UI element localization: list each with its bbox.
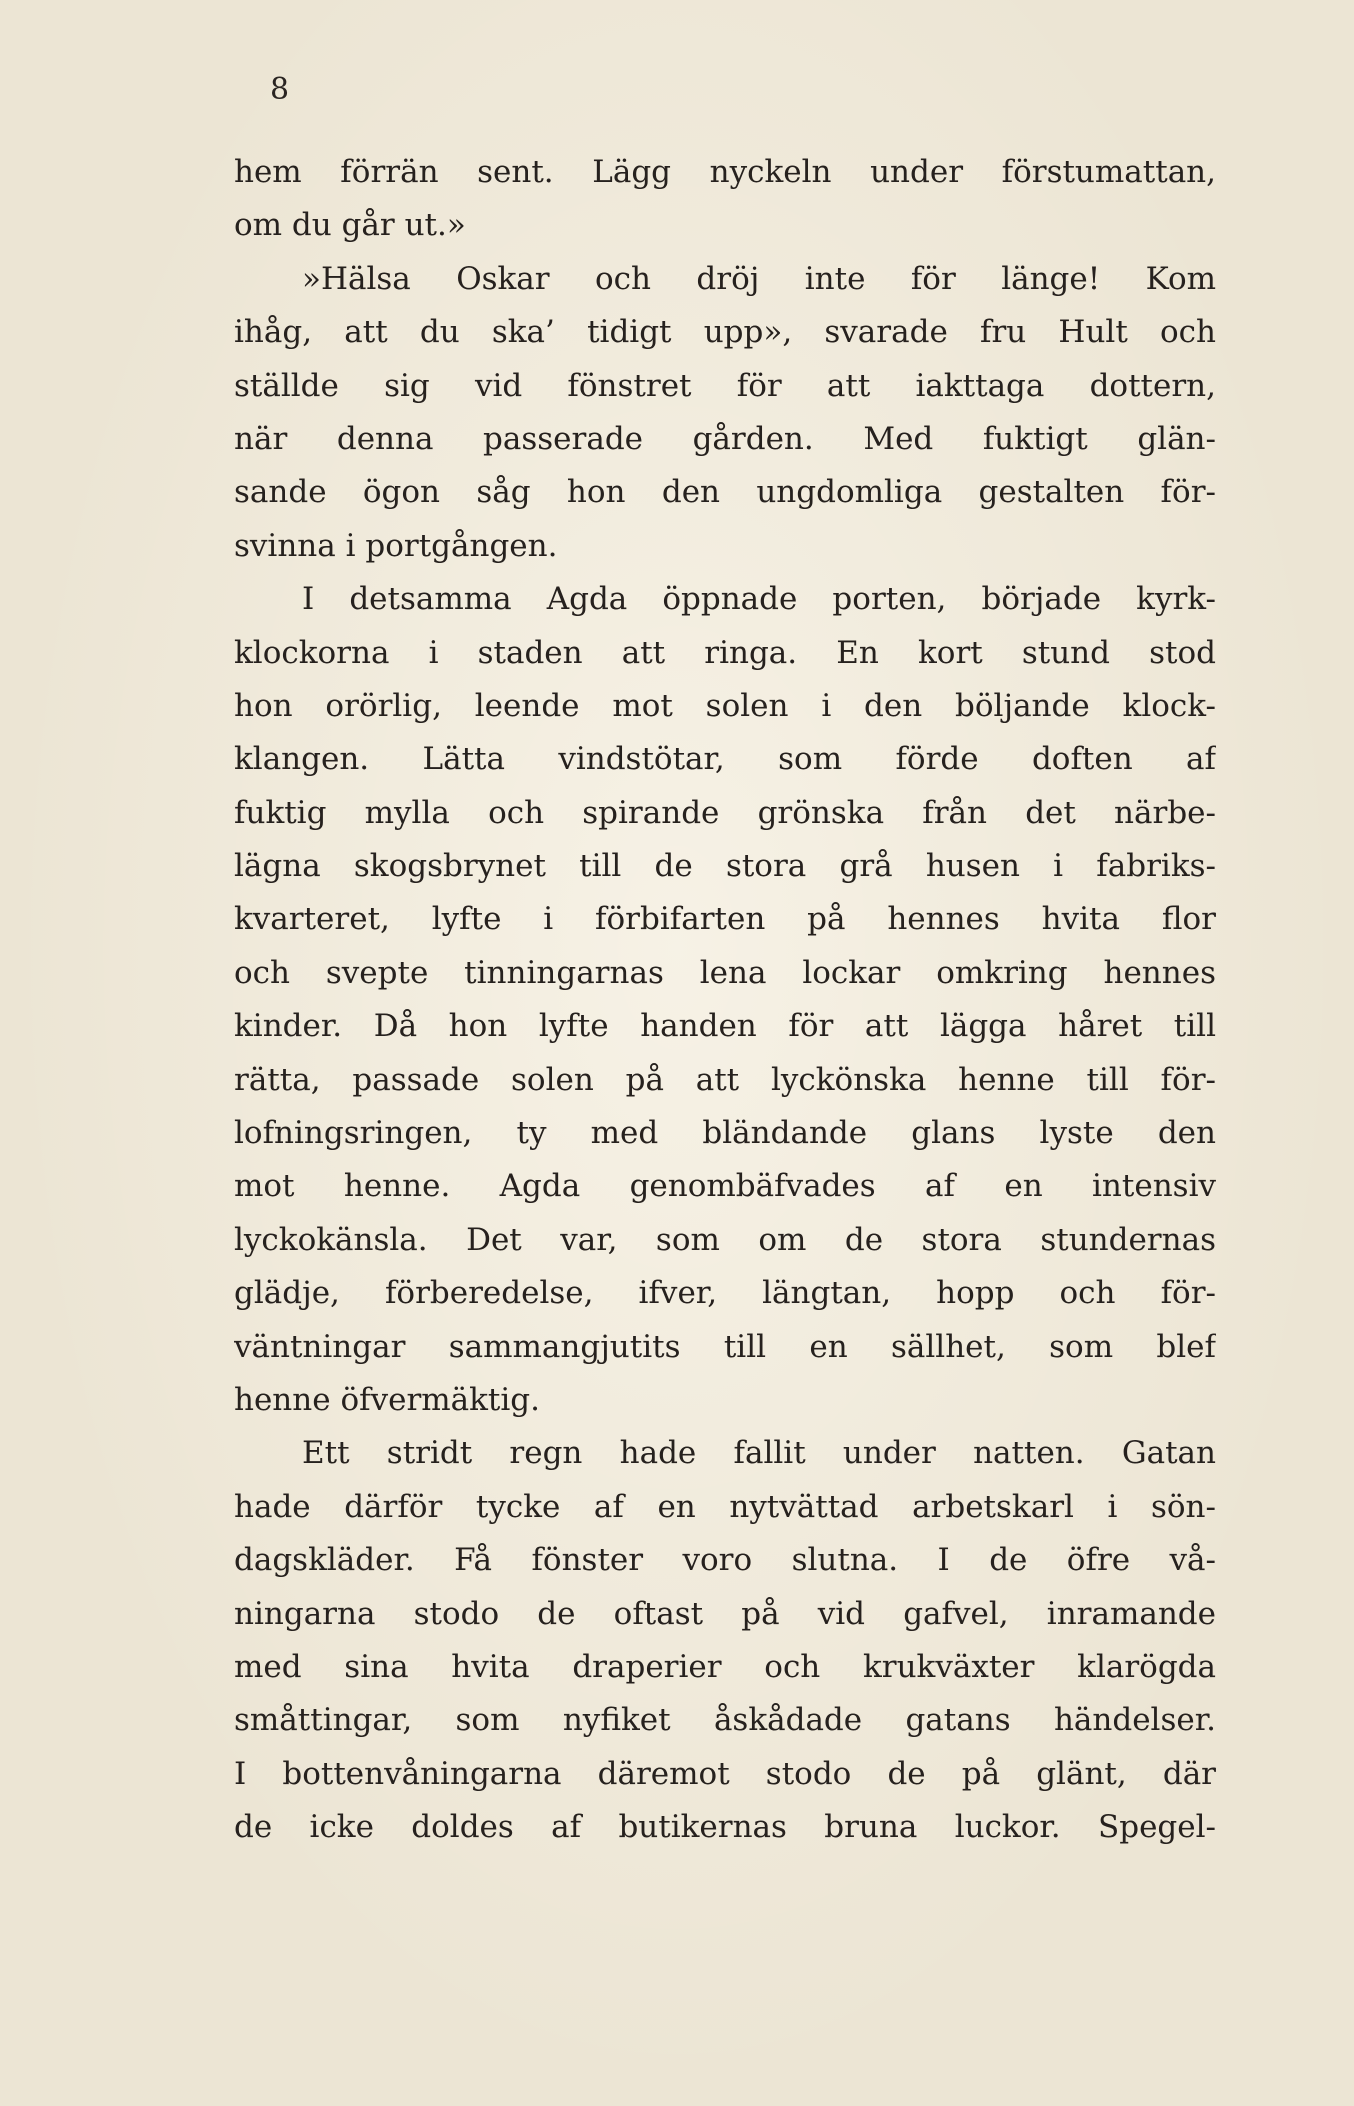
text-line: ställde sig vid fönstret för att iakttaga dottern,	[234, 367, 1216, 404]
text-line: dagskläder. Få fönster voro slutna. I de öfre vå-	[234, 1542, 1216, 1579]
text-line: lägna skogsbrynet till de stora grå husen i fabriks-	[234, 848, 1216, 885]
text-line: med sina hvita draperier och krukväxter klarögda	[234, 1648, 1216, 1685]
text-line: hon orörlig, leende mot solen i den böljande klock-	[234, 687, 1216, 724]
text-line: ihåg, att du ska’ tidigt upp», svarade fru Hult och	[234, 314, 1216, 351]
text-line: hem förrän sent. Lägg nyckeln under förstumattan,	[234, 154, 1216, 190]
text-line: Ett stridt regn hade fallit under natten. Gatan	[302, 1435, 1216, 1472]
text-line: mot henne. Agda genombäfvades af en intensiv	[234, 1168, 1216, 1205]
text-line: »Hälsa Oskar och dröj inte för länge! Kom	[302, 260, 1216, 297]
text-line: om du går ut.»	[234, 207, 466, 244]
text-line: hade därför tycke af en nytvättad arbetskarl i sön-	[234, 1488, 1216, 1525]
text-line: väntningar sammangjutits till en sällhet, som blef	[234, 1328, 1216, 1365]
text-line: sande ögon såg hon den ungdomliga gestalten för-	[234, 474, 1216, 511]
text-line: I detsamma Agda öppnade porten, började kyrk-	[302, 581, 1216, 618]
body-text	[234, 146, 1216, 1855]
text-line: lyckokänsla. Det var, som om de stora stundernas	[234, 1221, 1216, 1258]
text-line: svinna i portgången.	[234, 527, 558, 564]
text-line: henne öfvermäktig.	[234, 1381, 540, 1418]
text-line: rätta, passade solen på att lyckönska henne till för-	[234, 1061, 1216, 1098]
text-line: de icke doldes af butikernas bruna luckor. Spegel-	[234, 1809, 1216, 1846]
text-line: fuktig mylla och spirande grönska från det närbe-	[234, 794, 1216, 831]
text-line: kvarteret, lyfte i förbifarten på hennes hvita flor	[234, 901, 1216, 938]
text-line: och svepte tinningarnas lena lockar omkring hennes	[234, 954, 1216, 991]
text-line: I bottenvåningarna däremot stodo de på glänt, där	[234, 1755, 1216, 1792]
text-line: när denna passerade gården. Med fuktigt glän-	[234, 420, 1216, 457]
text-line: glädje, förberedelse, ifver, längtan, hopp och för-	[234, 1275, 1216, 1312]
text-line: klockorna i staden att ringa. En kort stund stod	[234, 634, 1216, 671]
text-line: småttingar, som nyfiket åskådade gatans händelser.	[234, 1702, 1216, 1739]
text-line: lofningsringen, ty med bländande glans lyste den	[234, 1115, 1216, 1152]
text-line: ningarna stodo de oftast på vid gafvel, inramande	[234, 1595, 1216, 1632]
text-line: klangen. Lätta vindstötar, som förde doften af	[234, 741, 1216, 778]
page-number: 8	[270, 72, 290, 107]
text-line: kinder. Då hon lyfte handen för att lägga håret till	[234, 1008, 1216, 1045]
